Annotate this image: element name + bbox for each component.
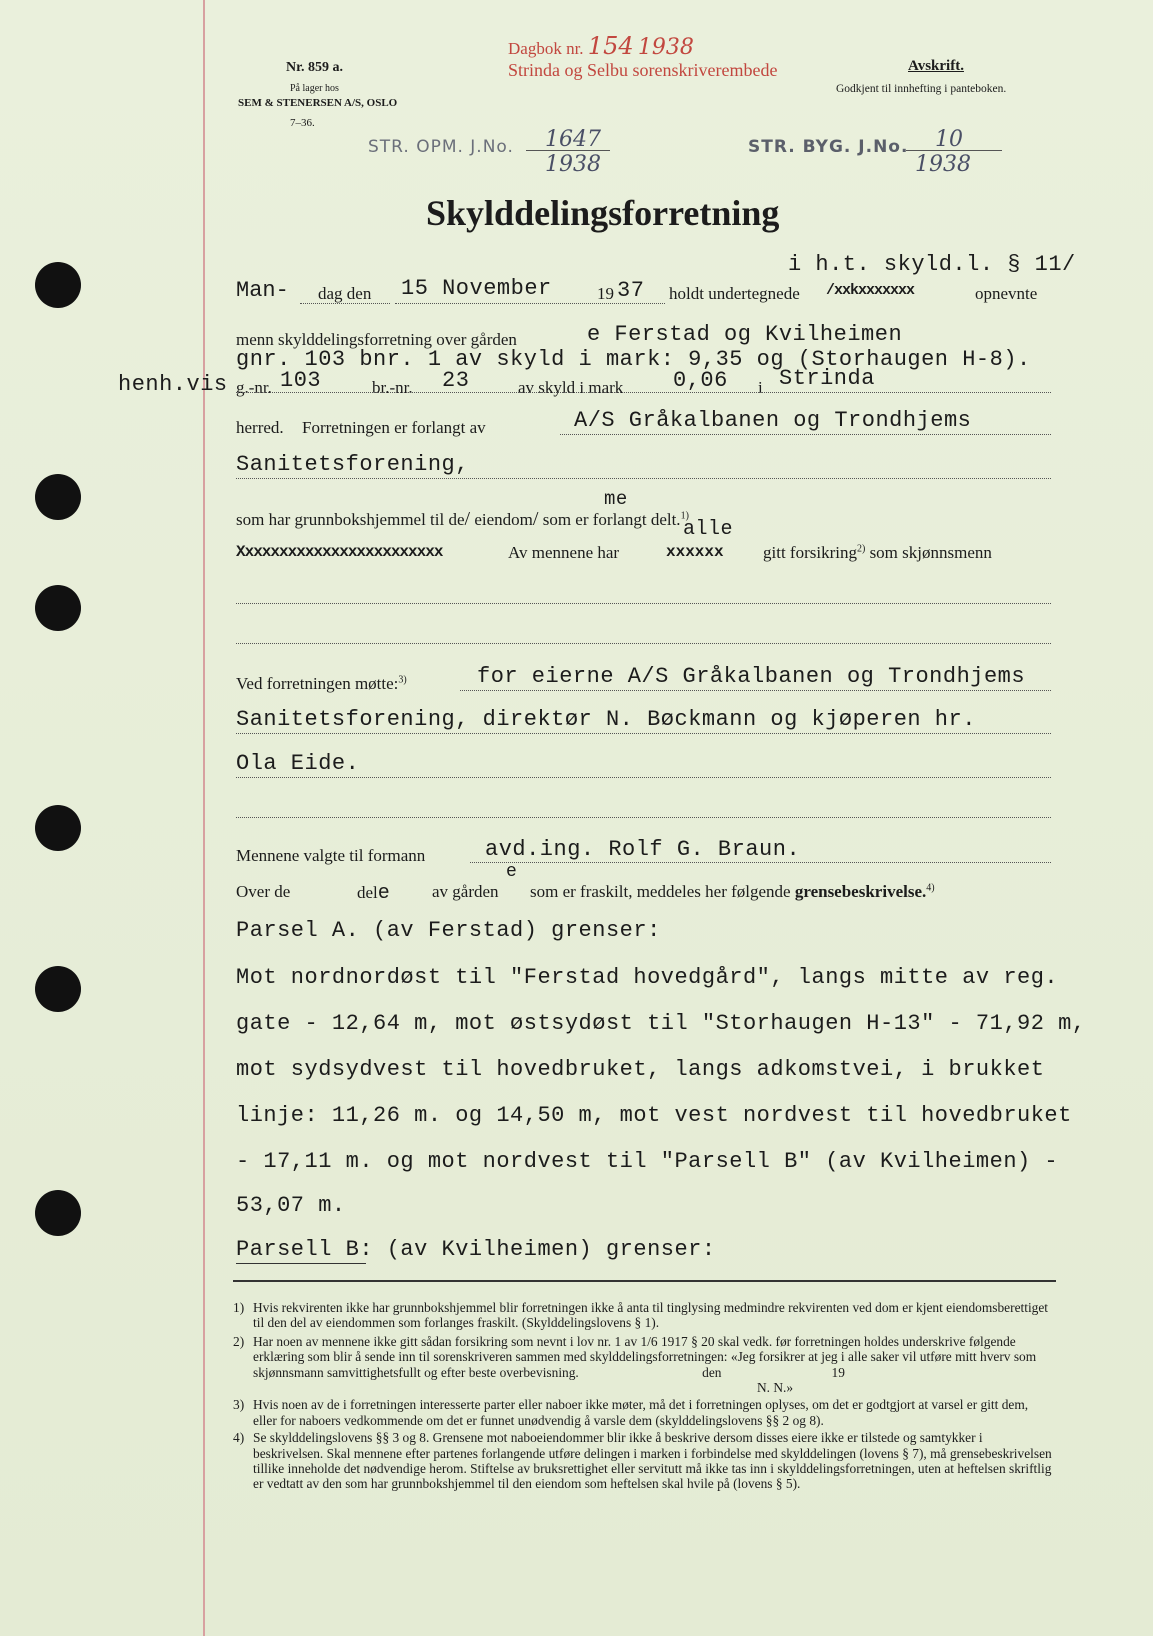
punch-hole <box>35 262 81 308</box>
dagbok-number: 154 <box>587 32 634 60</box>
footnote-number: 2) <box>233 1333 245 1349</box>
fraskilt-label: som er fraskilt, meddeles her følgende <box>530 882 791 901</box>
ingen-struck: xxxxxx <box>666 543 724 561</box>
footnote-signature: N. N.» <box>757 1380 794 1396</box>
weekday-hand: Man- <box>236 278 289 303</box>
byg-number: 10 <box>935 127 963 152</box>
men-label: menn skylddelingsforretning over gården <box>236 330 517 349</box>
dele-insert: e <box>377 882 391 905</box>
garden-label: av gården <box>432 882 499 901</box>
requester-line-2: Sanitetsforening, <box>236 452 469 477</box>
met-line-1: for eierne A/S Gråkalbanen og Trondhjems <box>477 664 1026 689</box>
punch-hole <box>35 805 81 851</box>
byg-underline <box>906 150 1002 151</box>
punch-hole <box>35 1190 81 1236</box>
footnote-number: 1) <box>233 1300 245 1315</box>
dotted-line <box>236 603 1051 604</box>
dotted-line <box>236 777 1051 778</box>
grense-label: grensebeskrivelse. <box>794 882 927 901</box>
footnote-text: Se skylddelingslovens §§ 3 og 8. Grensene mot naboeiendommer blir ikke å beskrive dersom disses eiere ikke er tilstede og samtykker i beskrivelsen. Skal mennene efter partenes forlangende utføre delingen i marken i forbindelse med skylddelingen (lovens § 7), må grensebeskrivelsen tillike inneholde det nødvendige herom. Stiftelse av bruksrettighet eller servitutt må ikke tas inn i skylddelingsforretningen, uten at heftelsen skriftlig er vedtatt av den som har grunnbokshjemmel til den eiendom som heftelsen skal hvile på (lovens § 5). <box>253 1430 1052 1492</box>
dele-label <box>357 882 390 905</box>
printer-line-1: På lager hos <box>290 83 339 94</box>
margin-note: henh.vis <box>118 372 228 397</box>
hjemmel-slash: / <box>464 508 471 530</box>
parsel-b-title: Parsell B: (av Kvilheimen) grenser: <box>236 1237 716 1262</box>
met-sup: 3) <box>398 674 407 686</box>
footnote <box>233 1430 1053 1492</box>
hjemmel-text <box>236 508 689 531</box>
dotted-line <box>395 303 665 304</box>
margin-line <box>203 0 205 1636</box>
held-label: holdt undertegnede <box>669 284 800 303</box>
dotted-line <box>236 478 1051 479</box>
dele-print: del <box>357 883 378 902</box>
gnr-label: g.-nr. <box>236 378 272 397</box>
copy-label: Avskrift. <box>908 58 964 74</box>
footnote <box>233 1334 1053 1396</box>
appointed-label: opnevnte <box>975 284 1038 303</box>
footnote-text: Har noen av mennene ikke gitt sådan forsikring som nevnt i lov nr. 1 av 1/6 1917 § 20 skal vedk. før forretningen holdes underskrive følgende erklæring som blir å sende inn til sorenskriveren sammen med skylddelingsforretningen: «Jeg forsikrer at jeg i alle saker vil utføre mitt hverv som skjønnsmann samvittighetsfullt og efter beste overbevisning. <box>253 1333 1037 1380</box>
approval-text: Godkjent til innhefting i panteboken. <box>836 83 1007 95</box>
punch-hole <box>35 585 81 631</box>
hjemmel-insert: me <box>604 488 628 510</box>
punch-hole <box>35 966 81 1012</box>
dotted-line <box>560 434 1051 435</box>
dotted-line <box>300 303 390 304</box>
met-line-3: Ola Eide. <box>236 751 360 776</box>
year-prefix: 19 <box>597 284 614 303</box>
i-label: i <box>758 378 763 397</box>
gnr-value: 103 <box>280 368 322 393</box>
forsikring-sup: 2) <box>856 543 866 555</box>
chair-label: Mennene valgte til formann <box>236 846 426 865</box>
opm-underline <box>526 150 610 151</box>
byg-stamp-label: STR. BYG. J.No. <box>748 137 909 157</box>
dagbok-year: 1938 <box>637 35 694 60</box>
meeting-date: 15 November <box>401 276 552 301</box>
printer-line-2: SEM & STENERSEN A/S, OSLO <box>238 97 398 109</box>
dotted-line <box>236 392 1051 393</box>
form-number: Nr. 859 a. <box>286 60 344 75</box>
day-label: dag den <box>318 284 372 303</box>
met-line-2: Sanitetsforening, direktør N. Bøckmann og kjøperen hr. <box>236 707 976 732</box>
meeting-year: 37 <box>617 278 645 303</box>
footnote-text: Hvis noen av de i forretningen interesserte parter eller naboer ikke møter, må det i forretningen oplyses, om det er godtgjort at varsel er gitt dem, eller for naboers vedkommende om det er funnet unødvendig å varsle dem (skylddelingslovens §§ 2 og 8). <box>253 1397 1029 1428</box>
struck-line: Xxxxxxxxxxxxxxxxxxxxxxxx <box>236 543 443 561</box>
hjemmel-slash-2: / <box>532 508 539 530</box>
requested-label: Forretningen er forlangt av <box>302 418 486 437</box>
forsikring-tail: som skjønnsmenn <box>869 543 992 562</box>
dotted-line <box>236 733 1051 734</box>
fraskilt-text <box>530 882 935 902</box>
footnote <box>233 1397 1053 1428</box>
punch-hole <box>35 474 81 520</box>
forsikring-label: gitt forsikring <box>763 543 857 562</box>
parsel-a-line: Mot nordnordøst til "Ferstad hovedgård", langs mitte av reg. <box>236 965 1059 990</box>
footnote-year: 19 <box>831 1364 845 1380</box>
hjemmel-part-2: eiendom <box>474 510 533 529</box>
held-struck: /xxkxxxxxxx <box>826 282 915 299</box>
chair-value: avd.ing. Rolf G. Braun. <box>485 837 801 862</box>
opm-year: 1938 <box>545 152 601 177</box>
parsel-a-line: linje: 11,26 m. og 14,50 m, mot vest nordvest til hovedbruket <box>236 1103 1072 1128</box>
footnote-separator <box>233 1280 1056 1282</box>
met-label: Ved forretningen møtte: <box>236 674 399 693</box>
dotted-line <box>236 643 1051 644</box>
legal-reference: i h.t. skyld.l. § 11/ <box>788 252 1076 277</box>
dagbok-label: Dagbok nr. <box>508 39 584 58</box>
hjemmel-part-3: som er forlangt delt. <box>542 510 681 529</box>
garden-insert: e <box>506 862 518 882</box>
alle-insert: alle <box>683 518 734 541</box>
hjemmel-part-1: som har grunnbokshjemmel til de <box>236 510 465 529</box>
footnote-text: Hvis rekvirenten ikke har grunnbokshjemmel blir forretningen ikke å anta til tinglysing medmindre rekvirenten ved dom er kjent eiendomsberettiget til den del av eiendommen som forlanges fraskilt. (Skylddelingslovens § 1). <box>253 1300 1049 1331</box>
parsel-a-line: 53,07 m. <box>236 1193 346 1218</box>
gnr-typed-line: gnr. 103 bnr. 1 av skyld i mark: 9,35 og (Storhaugen H-8). <box>236 347 1031 372</box>
herred-label: herred. <box>236 418 284 437</box>
byg-year: 1938 <box>915 152 971 177</box>
parsel-a-title: Parsel A. (av Ferstad) grenser: <box>236 918 661 943</box>
dotted-line <box>470 862 1051 863</box>
farm-names: e Ferstad og Kvilheimen <box>587 322 903 347</box>
hjemmel-sup: 1) <box>680 510 689 522</box>
forsikring-text <box>763 543 992 563</box>
av-mennene-label: Av mennene har <box>508 543 620 562</box>
met-text <box>236 674 407 694</box>
brnr-value: 23 <box>442 368 470 393</box>
parsel-a-line: gate - 12,64 m, mot østsydøst til "Storhaugen H-13" - 71,92 m, <box>236 1011 1086 1036</box>
office-name: Strinda og Selbu sorenskriverembede <box>508 60 778 80</box>
footnote-den: den <box>702 1364 722 1380</box>
dotted-line <box>460 690 1051 691</box>
footnote <box>233 1300 1053 1331</box>
skyld-label: av skyld i mark <box>518 378 624 397</box>
opm-stamp-label: STR. OPM. J.No. <box>368 137 514 157</box>
dotted-line <box>236 817 1051 818</box>
footnote-number: 4) <box>233 1430 245 1446</box>
opm-number: 1647 <box>545 127 601 152</box>
form-date: 7–36. <box>290 117 315 129</box>
document-title: Skylddelingsforretning <box>426 193 780 233</box>
parsel-a-line: - 17,11 m. og mot nordvest til "Parsell B" (av Kvilheimen) - <box>236 1149 1059 1174</box>
over-label: Over de <box>236 882 291 901</box>
grense-sup: 4) <box>926 882 935 894</box>
skyld-value: 0,06 <box>673 368 728 393</box>
parsel-b-underline <box>236 1263 366 1264</box>
footnotes <box>233 1300 1053 1492</box>
parsel-a-line: mot sydsydvest til hovedbruket, langs adkomstvei, i brukket <box>236 1057 1045 1082</box>
place-value: Strinda <box>779 366 875 391</box>
brnr-label: br.-nr. <box>372 378 413 397</box>
requester-line-1: A/S Gråkalbanen og Trondhjems <box>574 408 972 433</box>
footnote-number: 3) <box>233 1397 245 1413</box>
dagbok-stamp <box>508 32 694 60</box>
